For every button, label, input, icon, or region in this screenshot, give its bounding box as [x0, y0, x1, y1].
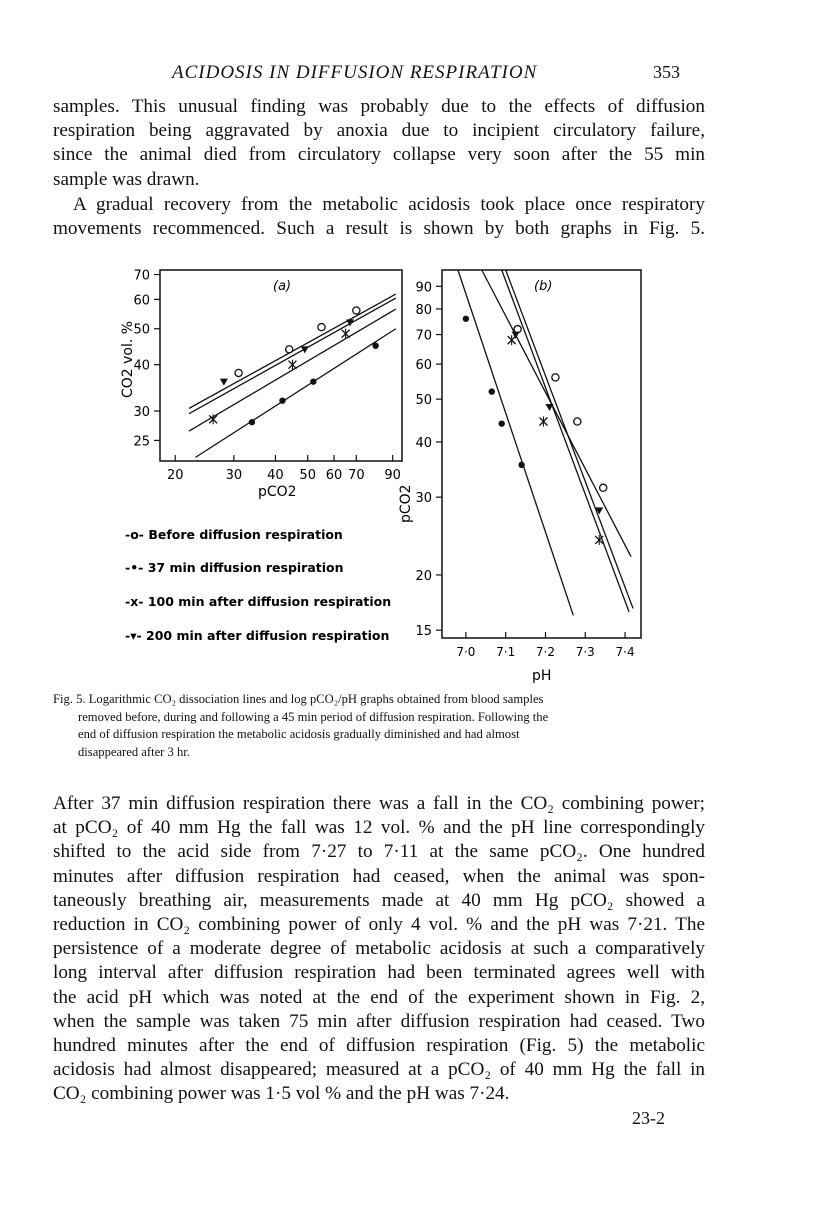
b-200-min-after-diffusion-respiration-point: [512, 332, 520, 339]
b-y-tick-label: 30: [415, 491, 432, 507]
panel-b-xlabel: pH: [532, 668, 552, 684]
b-37-min-diffusion-respiration-point: [499, 420, 505, 426]
text-line: when the sample was taken 75 min after diffusion respiration had ceased. Two: [53, 1010, 705, 1032]
text-line: A gradual recovery from the metabolic acidosis took place once respiratory: [73, 194, 705, 215]
b-37-min-diffusion-respiration-point: [518, 462, 524, 468]
figure-caption: [53, 691, 705, 761]
a-100-min-after-diffusion-respiration-point: [209, 414, 217, 424]
legend-item-37min: -•- 37 min diffusion respiration: [125, 560, 344, 575]
text-line: CO₂ combining power was 1·5 vol % and the pH was 7·24.: [53, 1083, 510, 1105]
b-before-diffusion-respiration-point: [574, 418, 581, 425]
legend-item-200min: -▾- 200 min after diffusion respiration: [125, 628, 390, 643]
text-line: taneously breathing air, measurements made at 40 mm Hg pCO₂ showed a: [53, 889, 705, 911]
text-line: movements recommenced. Such a result is shown by both graphs in Fig. 5.: [53, 218, 705, 240]
a-before-diffusion-respiration-point: [318, 324, 325, 331]
panel-a-xlabel: pCO2: [258, 484, 297, 500]
text-line: the acid pH which was noted at the end of the experiment shown in Fig. 2,: [53, 986, 705, 1008]
a-37-min-diffusion-respiration-point: [310, 378, 316, 384]
text-line: samples. This unusual finding was probably due to the effects of diffusion: [53, 96, 705, 117]
a-37-min-diffusion-respiration-point: [279, 397, 285, 403]
b-y-tick-label: 90: [415, 280, 432, 296]
b-y-tick-label: 20: [415, 568, 432, 584]
b-before-diffusion-respiration-point: [552, 374, 559, 381]
a-before-diffusion-respiration-point: [235, 369, 242, 376]
b-before-diffusion-respiration-line: [482, 270, 631, 557]
a-37-min-diffusion-respiration-point: [249, 419, 255, 425]
page-number: 353: [653, 62, 680, 82]
text-line: sample was drawn.: [53, 168, 200, 190]
b-x-tick-label: 7·4: [615, 645, 635, 659]
text-line: persistence of a moderate degree of metabolic acidosis at such a comparatively: [53, 938, 705, 960]
text-line: since the animal died from circulatory collapse very soon after the 55 min: [53, 144, 705, 166]
a-x-tick-label: 90: [384, 468, 401, 483]
b-y-tick-label: 80: [415, 302, 432, 318]
panel-a-label: (a): [273, 279, 292, 294]
b-y-tick-label: 15: [415, 624, 432, 640]
b-x-tick-label: 7·2: [535, 645, 556, 659]
legend-item-100min: -x- 100 min after diffusion respiration: [125, 594, 392, 609]
text-line: respiration being aggravated by anoxia due to incipient circulatory failure,: [53, 120, 705, 142]
panel-a-frame: [160, 270, 402, 461]
a-x-tick-label: 70: [348, 468, 365, 483]
b-x-tick-label: 7·1: [496, 645, 516, 659]
caption-label: Fig. 5.: [53, 692, 86, 706]
b-x-tick-label: 7·0: [456, 645, 476, 659]
text-line: at pCO₂ of 40 mm Hg the fall was 12 vol. % and the pH line correspondingly: [53, 817, 705, 839]
panel-b-frame: [442, 270, 641, 638]
caption-line: end of diffusion respiration the metabolic acidosis gradually diminished and had almost: [78, 727, 520, 741]
b-37-min-diffusion-respiration-line: [458, 270, 573, 615]
a-100-min-after-diffusion-respiration-point: [342, 329, 350, 339]
legend-item-before: -o- Before diffusion respiration: [125, 527, 343, 542]
caption-text: Logarithmic CO₂ dissociation lines and log pCO₂/pH graphs obtained from blood samples: [88, 692, 544, 706]
a-200-min-after-diffusion-respiration-point: [220, 379, 228, 386]
a-before-diffusion-respiration-point: [286, 346, 293, 353]
caption-line: removed before, during and following a 45 min period of diffusion respiration. Following the: [78, 709, 549, 724]
a-100-min-after-diffusion-respiration-point: [288, 360, 296, 370]
running-title: ACIDOSIS IN DIFFUSION RESPIRATION: [172, 62, 538, 83]
b-100-min-after-diffusion-respiration-point: [539, 416, 547, 426]
a-x-tick-label: 30: [225, 468, 243, 483]
b-100-min-after-diffusion-respiration-point: [508, 335, 516, 345]
a-100-min-after-diffusion-respiration-line: [189, 309, 396, 431]
b-y-tick-label: 70: [415, 328, 432, 344]
a-37-min-diffusion-respiration-point: [372, 343, 378, 349]
b-before-diffusion-respiration-point: [600, 484, 607, 491]
text-line: acidosis had almost disappeared; measured at a pCO₂ of 40 mm Hg the fall in: [53, 1059, 705, 1081]
text-line: long interval after diffusion respiration had been terminated agrees well with: [53, 962, 705, 984]
legend: [125, 527, 391, 643]
a-y-tick-label: 70: [133, 268, 150, 284]
text-line: hundred minutes after the end of diffusion respiration (Fig. 5) the metabolic: [53, 1035, 705, 1057]
a-x-tick-label: 40: [267, 468, 284, 483]
b-y-tick-label: 40: [415, 435, 432, 451]
a-y-tick-label: 40: [133, 358, 150, 374]
a-before-diffusion-respiration-point: [353, 307, 360, 314]
b-100-min-after-diffusion-respiration-line: [502, 270, 629, 612]
a-y-tick-label: 60: [133, 293, 150, 309]
panel-a-ylabel: CO2 vol. %: [120, 320, 136, 398]
caption-line: [53, 691, 705, 709]
b-x-tick-label: 7·3: [575, 645, 595, 659]
panel-b-ylabel: pCO2: [398, 484, 414, 523]
text-line: After 37 min diffusion respiration there was a fall in the CO₂ combining power;: [53, 793, 705, 814]
b-y-tick-label: 60: [415, 358, 432, 374]
b-37-min-diffusion-respiration-point: [463, 316, 469, 322]
text-line: shifted to the acid side from 7·27 to 7·11 at the same pCO₂. One hundred: [53, 841, 705, 863]
b-y-tick-label: 50: [415, 393, 432, 409]
a-x-tick-label: 50: [299, 468, 316, 483]
b-37-min-diffusion-respiration-point: [489, 388, 495, 394]
a-x-tick-label: 20: [166, 468, 184, 483]
text-line: minutes after diffusion respiration had ceased, when the animal was spon-: [53, 865, 705, 887]
panel-b-label: (b): [534, 279, 553, 294]
caption-line: disappeared after 3 hr.: [78, 744, 190, 759]
signature-mark: 23-2: [632, 1108, 665, 1128]
a-x-tick-label: 60: [325, 468, 343, 483]
text-line: reduction in CO₂ combining power of only 4 vol. % and the pH was 7·21. The: [53, 914, 705, 936]
body-paragraph: [53, 792, 705, 1107]
a-y-tick-label: 30: [133, 405, 150, 421]
b-200-min-after-diffusion-respiration-line: [506, 270, 633, 608]
a-y-tick-label: 25: [133, 434, 150, 450]
a-200-min-after-diffusion-respiration-line: [189, 298, 396, 414]
a-y-tick-label: 50: [133, 322, 150, 338]
